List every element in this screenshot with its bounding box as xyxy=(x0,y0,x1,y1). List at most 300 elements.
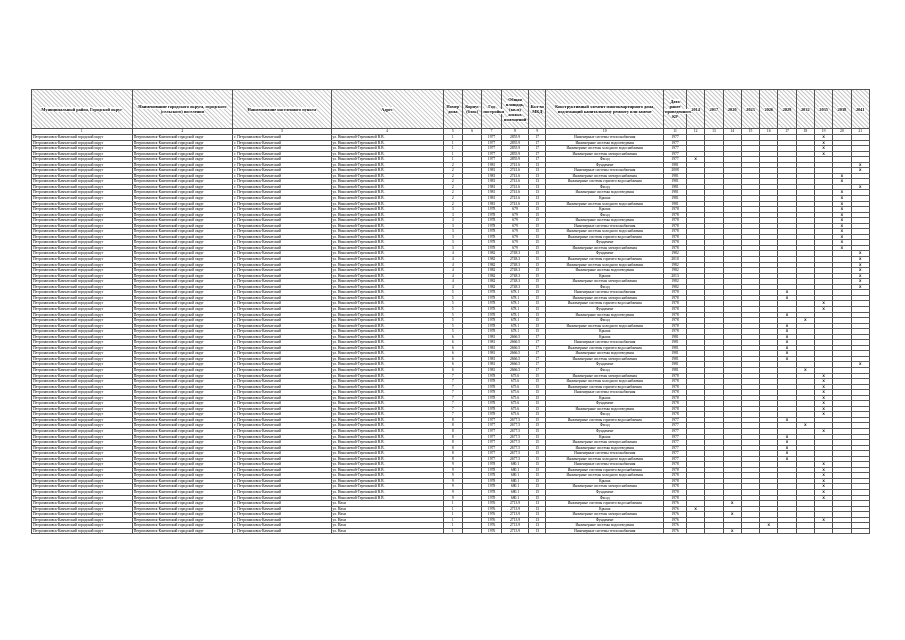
table-cell: 1977 xyxy=(482,456,501,462)
table-cell: 1978 xyxy=(664,484,687,490)
table-cell: г. Петропавловск-Камчатский xyxy=(233,440,331,446)
table-cell: 4 xyxy=(443,284,462,290)
table-cell: ул. Николаевой-Терешковой В.В. xyxy=(331,268,443,274)
table-cell: 13 xyxy=(529,501,546,507)
table-cell: 2748.3 xyxy=(501,284,528,290)
table-cell: г. Петропавловск-Камчатский xyxy=(233,312,331,318)
year-cell: X xyxy=(851,362,869,368)
table-cell: Петропавловск-Камчатский городской округ xyxy=(132,362,233,368)
table-cell: 1982 xyxy=(482,273,501,279)
table-cell: Инженерные системы горячего водоснабжения xyxy=(546,345,664,351)
table-cell: Петропавловск-Камчатский городской округ xyxy=(32,168,133,174)
table-cell: 2677.5 xyxy=(501,434,528,440)
table-cell: 678.1 xyxy=(501,318,528,324)
table-cell: г. Петропавловск-Камчатский xyxy=(233,323,331,329)
table-cell: 15 xyxy=(529,467,546,473)
table-cell: ул. Николаевой-Терешковой В.В. xyxy=(331,473,443,479)
table-cell: 13 xyxy=(529,184,546,190)
year-cell: X xyxy=(778,334,796,340)
table-cell: Петропавловск-Камчатский городской округ xyxy=(32,340,133,346)
table-cell: Петропавловск-Камчатский городской округ xyxy=(132,384,233,390)
table-cell: 9 xyxy=(443,490,462,496)
table-cell: 17 xyxy=(529,334,546,340)
table-cell: 1978 xyxy=(482,490,501,496)
table-cell: 13 xyxy=(529,506,546,512)
year-cell: X xyxy=(833,201,851,207)
table-cell: 679 xyxy=(501,229,528,235)
table-cell: г. Петропавловск-Камчатский xyxy=(233,367,331,373)
year-cell: X xyxy=(833,218,851,224)
table-cell: Инженерные системы горячего водоснабжения xyxy=(546,501,664,507)
table-cell: ул. Николаевой-Терешковой В.В. xyxy=(331,390,443,396)
column-number: 17 xyxy=(778,129,796,135)
table-cell: 9 xyxy=(443,467,462,473)
table-cell: г. Петропавловск-Камчатский xyxy=(233,340,331,346)
table-cell: 2855.9 xyxy=(501,146,528,152)
table-cell: 1981 xyxy=(664,351,687,357)
table-cell: 1976 xyxy=(482,506,501,512)
table-cell: 15 xyxy=(529,223,546,229)
column-header-label: 2032 xyxy=(801,106,810,112)
table-cell: Петропавловск-Камчатский городской округ xyxy=(132,440,233,446)
table-cell: 1978 xyxy=(482,379,501,385)
year-cell: X xyxy=(814,478,832,484)
table-cell: 1977 xyxy=(482,428,501,434)
table-cell: 1978 xyxy=(482,229,501,235)
table-cell: ул. Николаевой-Терешковой В.В. xyxy=(331,295,443,301)
table-cell: Петропавловск-Камчатский городской округ xyxy=(132,157,233,163)
table-cell: 2 xyxy=(443,179,462,185)
table-cell: 15 xyxy=(529,212,546,218)
table-cell: Инженерные системы теплоснабжения xyxy=(546,223,664,229)
table-cell: ул. Николаевой-Терешковой В.В. xyxy=(331,412,443,418)
table-cell: г. Петропавловск-Камчатский xyxy=(233,362,331,368)
year-cell: X xyxy=(686,506,704,512)
table-cell: 15 xyxy=(529,456,546,462)
table-cell: ул. Николаевой-Терешковой В.В. xyxy=(331,306,443,312)
table-cell: ул. Николаевой-Терешковой В.В. xyxy=(331,201,443,207)
table-cell: 1981 xyxy=(664,196,687,202)
table-cell: 1978 xyxy=(482,245,501,251)
column-header-label: 2026 xyxy=(764,106,774,112)
table-cell: Петропавловск-Камчатский городской округ xyxy=(32,173,133,179)
table-cell: 5 xyxy=(443,290,462,296)
column-header xyxy=(851,90,869,129)
table-cell: 1977 xyxy=(664,135,687,141)
column-number: 4 xyxy=(331,129,443,135)
year-cell: X xyxy=(723,501,741,507)
table-cell: Петропавловск-Камчатский городской округ xyxy=(32,162,133,168)
table-cell: 1981 xyxy=(664,367,687,373)
year-cell xyxy=(814,528,832,534)
table-cell: 1982 xyxy=(664,251,687,257)
column-header xyxy=(723,90,741,129)
column-header-label: Год постройки xyxy=(483,104,505,114)
table-cell: 15 xyxy=(529,301,546,307)
table-cell: 1981 xyxy=(664,345,687,351)
year-cell: X xyxy=(814,395,832,401)
table-cell: ул. Николаевой-Терешковой В.В. xyxy=(331,240,443,246)
table-cell: 15 xyxy=(529,229,546,235)
table-cell: ул. Николаевой-Терешковой В.В. xyxy=(331,362,443,368)
table-cell: Инженерные системы горячего водоснабжения xyxy=(546,467,664,473)
table-cell: 13 xyxy=(529,168,546,174)
table-cell: 4 xyxy=(443,273,462,279)
table-cell: ул. Нахи xyxy=(331,528,443,534)
table-cell: 678.1 xyxy=(501,301,528,307)
table-cell: 7 xyxy=(443,401,462,407)
table-cell: Петропавловск-Камчатский городской округ xyxy=(132,478,233,484)
table-cell: 2741.6 xyxy=(501,179,528,185)
table-cell: 679 xyxy=(501,223,528,229)
table-cell: 15 xyxy=(529,268,546,274)
table-cell: Петропавловск-Камчатский городской округ xyxy=(32,473,133,479)
table-cell: 2677.5 xyxy=(501,440,528,446)
table-cell: 679 xyxy=(501,212,528,218)
table-cell: Инженерные системы горячего водоснабжения xyxy=(546,301,664,307)
table-cell: 1978 xyxy=(664,401,687,407)
table-cell: 1977 xyxy=(664,451,687,457)
table-cell: 1978 xyxy=(482,218,501,224)
table-cell: Инженерные системы теплоснабжения xyxy=(546,340,664,346)
table-cell: Петропавловск-Камчатский городской округ xyxy=(132,495,233,501)
table-cell: Петропавловск-Камчатский городской округ xyxy=(32,251,133,257)
table-cell: 13 xyxy=(529,196,546,202)
table-cell: г. Петропавловск-Камчатский xyxy=(233,506,331,512)
table-cell: 15 xyxy=(529,279,546,285)
table-cell: г. Петропавловск-Камчатский xyxy=(233,434,331,440)
table-cell: 1978 xyxy=(482,301,501,307)
year-cell: X xyxy=(723,512,741,518)
table-cell: Петропавловск-Камчатский городской округ xyxy=(132,351,233,357)
column-header-label: Корпус (блок) xyxy=(465,104,480,114)
year-cell: X xyxy=(851,268,869,274)
year-cell: X xyxy=(778,295,796,301)
table-cell: 2 xyxy=(443,196,462,202)
table-cell: Петропавловск-Камчатский городской округ xyxy=(32,395,133,401)
column-number: 14 xyxy=(723,129,741,135)
table-cell: г. Петропавловск-Камчатский xyxy=(233,490,331,496)
table-cell: 8 xyxy=(443,434,462,440)
table-cell: 1978 xyxy=(482,312,501,318)
table-cell: 1978 xyxy=(664,312,687,318)
table-cell: 675.6 xyxy=(501,395,528,401)
year-cell: X xyxy=(833,223,851,229)
table-cell: 15 xyxy=(529,323,546,329)
table-cell: 1977 xyxy=(664,140,687,146)
table-cell: 17 xyxy=(529,140,546,146)
table-cell: Петропавловск-Камчатский городской округ xyxy=(132,273,233,279)
table-cell: 3 xyxy=(443,218,462,224)
table-cell: Петропавловск-Камчатский городской округ xyxy=(132,367,233,373)
table-cell: ул. Николаевой-Терешковой В.В. xyxy=(331,257,443,263)
table-cell: ул. Николаевой-Терешковой В.В. xyxy=(331,273,443,279)
table-cell: Инженерные системы электроснабжения xyxy=(546,245,664,251)
table-cell: 2666.5 xyxy=(501,356,528,362)
year-cell: X xyxy=(814,401,832,407)
year-cell xyxy=(851,528,869,534)
table-cell: Петропавловск-Камчатский городской округ xyxy=(132,390,233,396)
table-cell: Петропавловск-Камчатский городской округ xyxy=(32,212,133,218)
column-header-label: Номер дома xyxy=(446,104,460,114)
column-header xyxy=(546,90,664,129)
table-cell: 1978 xyxy=(482,495,501,501)
table-cell: Петропавловск-Камчатский городской округ xyxy=(132,417,233,423)
year-cell: X xyxy=(833,212,851,218)
year-cell: X xyxy=(814,428,832,434)
table-cell: ул. Николаевой-Терешковой В.В. xyxy=(331,401,443,407)
table-cell: 1978 xyxy=(482,295,501,301)
table-cell: 15 xyxy=(529,406,546,412)
table-cell: ул. Николаевой-Терешковой В.В. xyxy=(331,245,443,251)
table-cell: Петропавловск-Камчатский городской округ xyxy=(132,257,233,263)
table-cell: Петропавловск-Камчатский городской округ xyxy=(132,223,233,229)
table-cell: Петропавловск-Камчатский городской округ xyxy=(32,240,133,246)
table-cell: 1982 xyxy=(482,284,501,290)
table-cell: Петропавловск-Камчатский городской округ xyxy=(32,462,133,468)
table-cell: 1977 xyxy=(664,146,687,152)
column-header-label: 2041 xyxy=(855,106,865,112)
table-cell: ул. Николаевой-Терешковой В.В. xyxy=(331,406,443,412)
table-cell: 1978 xyxy=(482,207,501,213)
table-cell: 1978 xyxy=(482,234,501,240)
table-cell: Фундамент xyxy=(546,362,664,368)
table-cell: Инженерные системы холодного водоснабжения xyxy=(546,229,664,235)
table-cell: Петропавловск-Камчатский городской округ xyxy=(132,140,233,146)
year-cell: X xyxy=(778,329,796,335)
table-cell: 15 xyxy=(529,240,546,246)
table-cell: ул. Николаевой-Терешковой В.В. xyxy=(331,146,443,152)
table-cell: 3 xyxy=(443,223,462,229)
table-cell: 1978 xyxy=(664,323,687,329)
table-cell: 1978 xyxy=(664,329,687,335)
table-cell: 1 xyxy=(443,140,462,146)
table-cell: Петропавловск-Камчатский городской округ xyxy=(32,218,133,224)
table-cell: 1977 xyxy=(664,151,687,157)
table-cell: Петропавловск-Камчатский городской округ xyxy=(32,478,133,484)
table-cell: Инженерные системы холодного водоснабжения xyxy=(546,146,664,152)
table-cell: Инженерные системы холодного водоснабжения xyxy=(546,379,664,385)
table-cell: 13 xyxy=(529,162,546,168)
table-cell: 1978 xyxy=(664,306,687,312)
table-cell: Петропавловск-Камчатский городской округ xyxy=(32,184,133,190)
table-cell: г. Петропавловск-Камчатский xyxy=(233,273,331,279)
table-cell: Инженерные системы электроснабжения xyxy=(546,484,664,490)
year-cell: X xyxy=(814,140,832,146)
table-cell: Инженерные системы водоотведения xyxy=(546,406,664,412)
column-header xyxy=(741,90,759,129)
table-cell: Фасад xyxy=(546,318,664,324)
year-cell xyxy=(686,528,704,534)
table-cell: ул. Николаевой-Терешковой В.В. xyxy=(331,379,443,385)
column-number: 8 xyxy=(501,129,528,135)
year-cell: X xyxy=(833,173,851,179)
table-cell: 17 xyxy=(529,356,546,362)
table-cell: 15 xyxy=(529,484,546,490)
table-cell: г. Петропавловск-Камчатский xyxy=(233,196,331,202)
table-cell: 17 xyxy=(529,367,546,373)
year-cell: X xyxy=(814,495,832,501)
table-cell: 1981 xyxy=(482,345,501,351)
table-cell: 15 xyxy=(529,290,546,296)
table-cell: 9 xyxy=(443,478,462,484)
table-cell: Фундамент xyxy=(546,240,664,246)
table-cell: г. Петропавловск-Камчатский xyxy=(233,401,331,407)
table-cell: г. Петропавловск-Камчатский xyxy=(233,451,331,457)
table-cell: 13 xyxy=(529,190,546,196)
table-cell: 1977 xyxy=(482,157,501,163)
table-cell: Петропавловск-Камчатский городской округ xyxy=(132,301,233,307)
table-cell: г. Петропавловск-Камчатский xyxy=(233,140,331,146)
table-cell: ул. Николаевой-Терешковой В.В. xyxy=(331,351,443,357)
table-cell: 680.1 xyxy=(501,490,528,496)
table-cell: Фасад xyxy=(546,184,664,190)
table-cell: 1 xyxy=(443,523,462,529)
table-cell: Петропавловск-Камчатский городской округ xyxy=(132,517,233,523)
column-header-label: 2035 xyxy=(819,106,828,112)
table-cell: Петропавловск-Камчатский городской округ xyxy=(32,151,133,157)
table-cell: ул. Николаевой-Терешковой В.В. xyxy=(331,207,443,213)
column-number: 20 xyxy=(833,129,851,135)
table-cell: 1981 xyxy=(664,190,687,196)
year-cell: X xyxy=(814,490,832,496)
table-cell: Петропавловск-Камчатский городской округ xyxy=(132,251,233,257)
table-cell: 675.6 xyxy=(501,384,528,390)
table-cell: ул. Николаевой-Терешковой В.В. xyxy=(331,478,443,484)
table-cell: 9 xyxy=(443,473,462,479)
table-cell: 1978 xyxy=(664,212,687,218)
table-cell: 1978 xyxy=(664,390,687,396)
year-cell: X xyxy=(686,157,704,163)
table-cell: 1978 xyxy=(482,240,501,246)
table-cell: 13 xyxy=(529,528,546,534)
table-cell: г. Петропавловск-Камчатский xyxy=(233,495,331,501)
table-cell: ул. Николаевой-Терешковой В.В. xyxy=(331,445,443,451)
table-cell: Петропавловск-Камчатский городской округ xyxy=(132,512,233,518)
table-cell: 3 xyxy=(443,245,462,251)
table-cell: г. Петропавловск-Камчатский xyxy=(233,428,331,434)
table-cell: 13 xyxy=(529,517,546,523)
table-cell: Петропавловск-Камчатский городской округ xyxy=(132,245,233,251)
table-cell: г. Петропавловск-Камчатский xyxy=(233,517,331,523)
column-number: 10 xyxy=(546,129,664,135)
table-cell: 2666.5 xyxy=(501,334,528,340)
table-cell: Петропавловск-Камчатский городской округ xyxy=(132,201,233,207)
table-cell: Петропавловск-Камчатский городской округ xyxy=(132,184,233,190)
table-cell: г. Петропавловск-Камчатский xyxy=(233,318,331,324)
table-cell: 1981 xyxy=(482,201,501,207)
table-cell: 5 xyxy=(443,323,462,329)
table-cell: Петропавловск-Камчатский городской округ xyxy=(132,306,233,312)
table-cell: 5 xyxy=(443,329,462,335)
table-cell: 1978 xyxy=(482,412,501,418)
table-cell: Петропавловск-Камчатский городской округ xyxy=(32,517,133,523)
table-cell: ул. Николаевой-Терешковой В.В. xyxy=(331,329,443,335)
table-cell: 15 xyxy=(529,417,546,423)
column-number: 13 xyxy=(705,129,723,135)
table-cell: Инженерные системы электроснабжения xyxy=(546,151,664,157)
table-cell: 1981 xyxy=(664,356,687,362)
table-cell: Петропавловск-Камчатский городской округ xyxy=(32,234,133,240)
table-cell: 7 xyxy=(443,390,462,396)
table-cell: 9 xyxy=(443,495,462,501)
column-number: 5 xyxy=(443,129,462,135)
table-cell: Петропавловск-Камчатский городской округ xyxy=(32,445,133,451)
table-cell: г. Петропавловск-Камчатский xyxy=(233,356,331,362)
column-header-label: 2023 xyxy=(746,106,755,112)
table-cell: 15 xyxy=(529,473,546,479)
table-cell: 15 xyxy=(529,251,546,257)
table-cell: 1977 xyxy=(664,434,687,440)
table-cell: Петропавловск-Камчатский городской округ xyxy=(132,212,233,218)
table-cell: 3 xyxy=(443,207,462,213)
table-cell: 1978 xyxy=(664,240,687,246)
table-cell: Петропавловск-Камчатский городской округ xyxy=(32,312,133,318)
table-cell: Петропавловск-Камчатский городской округ xyxy=(132,179,233,185)
table-cell: 679 xyxy=(501,207,528,213)
table-cell: Петропавловск-Камчатский городской округ xyxy=(132,506,233,512)
table-cell: 1981 xyxy=(482,356,501,362)
year-cell: X xyxy=(814,151,832,157)
table-cell: 15 xyxy=(529,257,546,263)
table-cell: 1978 xyxy=(482,329,501,335)
table-cell: 1977 xyxy=(482,434,501,440)
table-cell: г. Петропавловск-Камчатский xyxy=(233,262,331,268)
table-cell: ул. Николаевой-Терешковой В.В. xyxy=(331,318,443,324)
table-cell: 1977 xyxy=(482,451,501,457)
table-cell: 1978 xyxy=(664,490,687,496)
table-cell: Петропавловск-Камчатский городской округ xyxy=(32,484,133,490)
table-cell: 1981 xyxy=(664,162,687,168)
table-cell: г. Петропавловск-Камчатский xyxy=(233,306,331,312)
table-cell: г. Петропавловск-Камчатский xyxy=(233,223,331,229)
table-cell: Петропавловск-Камчатский городской округ xyxy=(32,456,133,462)
table-cell: Петропавловск-Камчатский городской округ xyxy=(32,329,133,335)
table-cell: 2666.5 xyxy=(501,367,528,373)
table-cell: Петропавловск-Камчатский городской округ xyxy=(132,445,233,451)
table-cell: г. Петропавловск-Камчатский xyxy=(233,212,331,218)
table-cell: 680.1 xyxy=(501,484,528,490)
table-cell: ул. Николаевой-Терешковой В.В. xyxy=(331,440,443,446)
year-cell: X xyxy=(833,179,851,185)
table-cell: Петропавловск-Камчатский городской округ xyxy=(32,290,133,296)
table-cell: г. Петропавловск-Камчатский xyxy=(233,179,331,185)
table-cell: ул. Нахи xyxy=(331,512,443,518)
table-cell: Крыша xyxy=(546,273,664,279)
table-cell: 17 xyxy=(529,362,546,368)
table-cell: Петропавловск-Камчатский городской округ xyxy=(132,340,233,346)
table-cell: 1978 xyxy=(664,295,687,301)
table-cell: Крыша xyxy=(546,207,664,213)
table-cell: Инженерные системы теплоснабжения xyxy=(546,135,664,141)
year-cell: X xyxy=(833,234,851,240)
table-cell: 2713.9 xyxy=(501,501,528,507)
table-cell: Петропавловск-Камчатский городской округ xyxy=(32,406,133,412)
column-header-label: 2029 xyxy=(782,106,792,112)
table-cell: 1976 xyxy=(664,517,687,523)
table-cell: 1977 xyxy=(664,157,687,163)
table-cell: 1978 xyxy=(482,318,501,324)
year-cell: X xyxy=(851,284,869,290)
table-cell: г. Петропавловск-Камчатский xyxy=(233,478,331,484)
table-cell: г. Петропавловск-Камчатский xyxy=(233,234,331,240)
column-number: 19 xyxy=(814,129,832,135)
table-cell: г. Петропавловск-Камчатский xyxy=(233,417,331,423)
table-cell: ул. Николаевой-Терешковой В.В. xyxy=(331,467,443,473)
table-cell: ул. Николаевой-Терешковой В.В. xyxy=(331,434,443,440)
table-cell: 1977 xyxy=(664,456,687,462)
table-cell: ул. Николаевой-Терешковой В.В. xyxy=(331,340,443,346)
